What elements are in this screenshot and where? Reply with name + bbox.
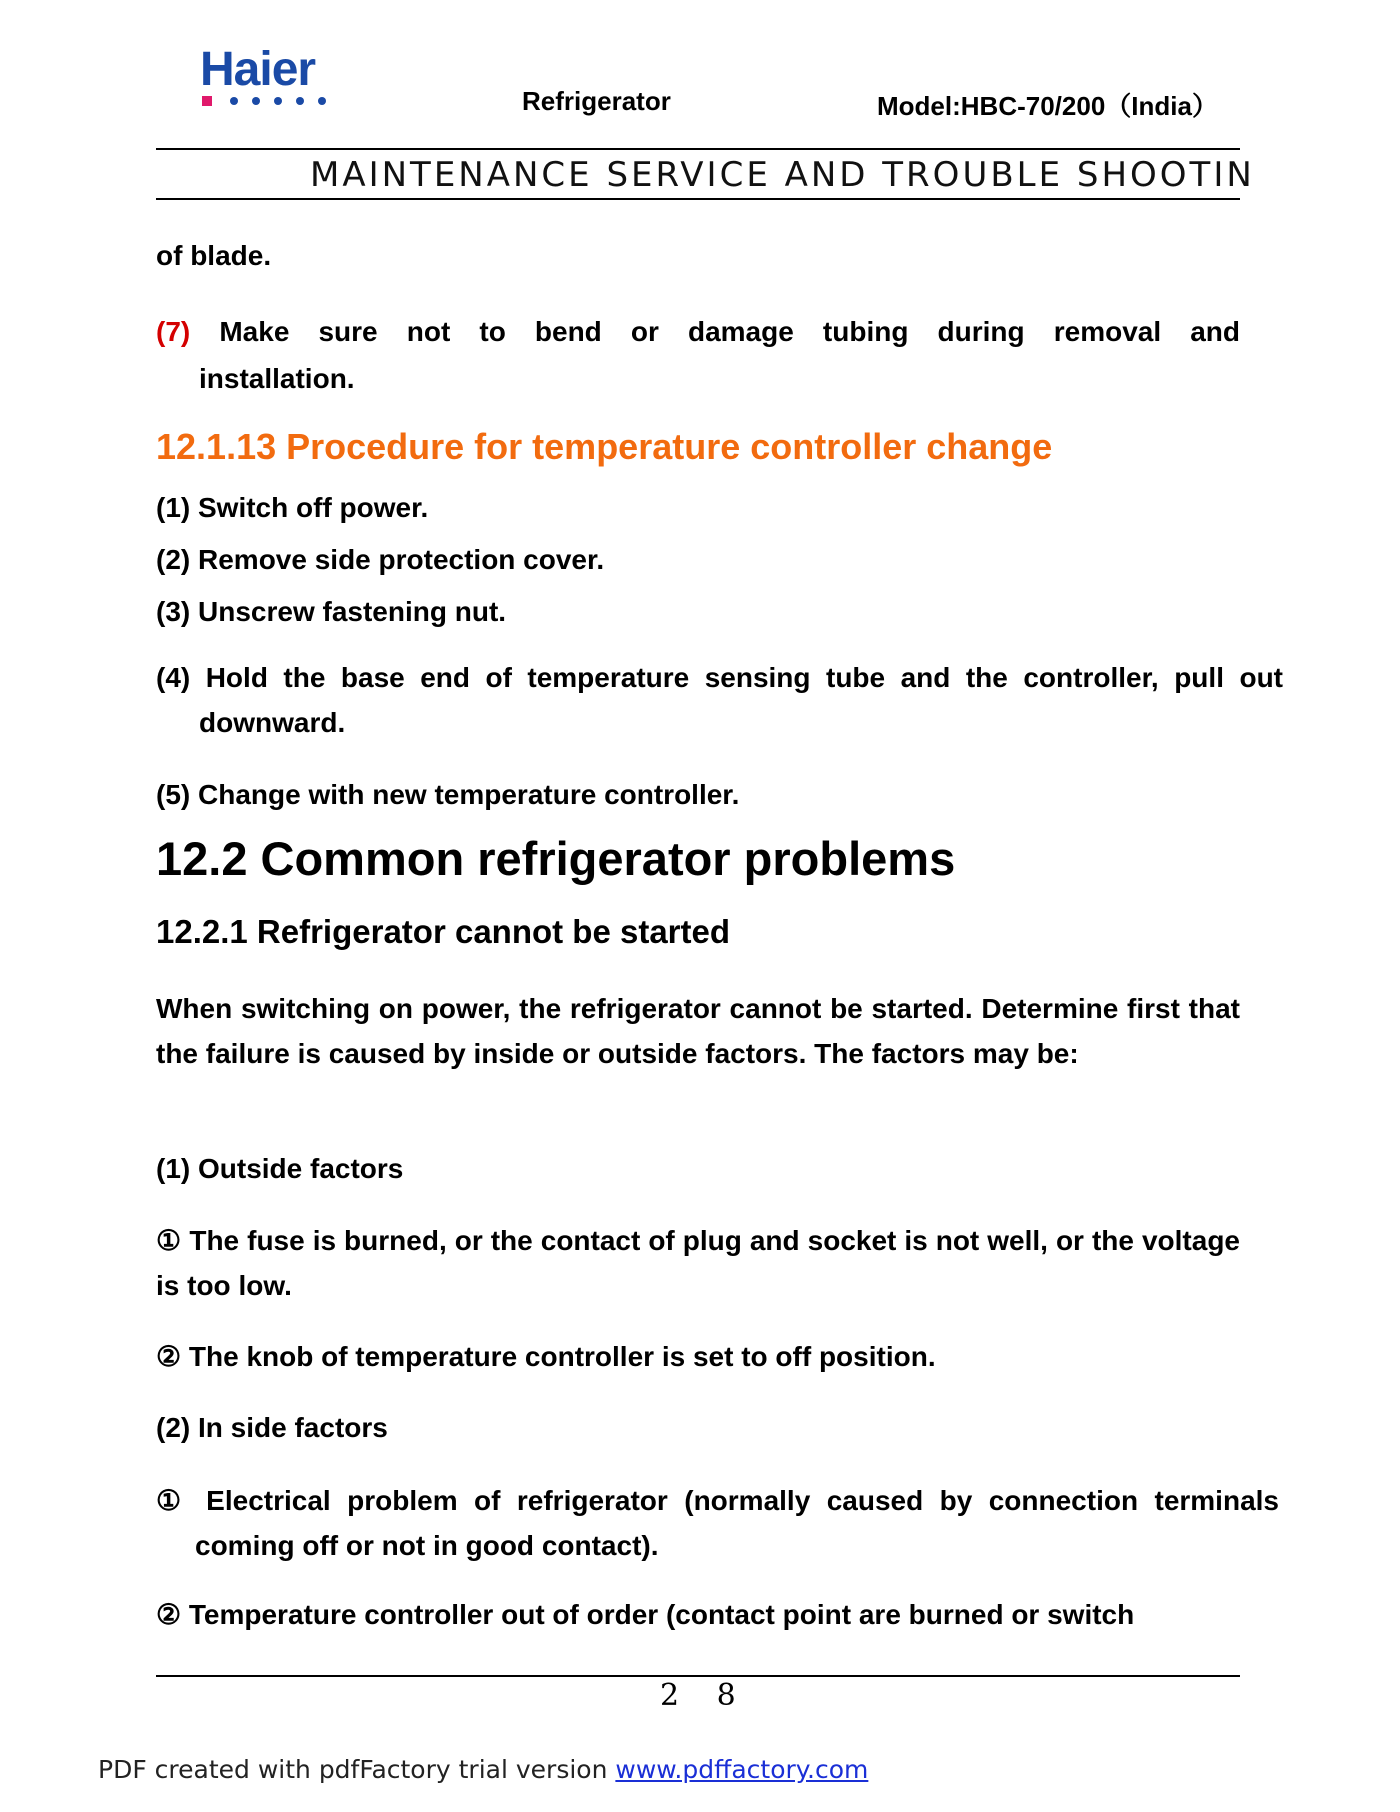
heading-12-2: 12.2 Common refrigerator problems (156, 832, 956, 885)
inside-item-2: ② Temperature controller out of order (contact point are burned or switch (156, 1599, 1135, 1630)
step-7-text-line1: Make sure not to bend or damage tubing during removal and (219, 316, 1241, 347)
outside-factors-label: (1) Outside factors (156, 1153, 404, 1184)
intro-paragraph: When switching on power, the refrigerator cannot be started. Determine first that the failure is caused by inside or outside factors. The factors may be: (156, 993, 1240, 1069)
header-model: Model:HBC-70/200（India） (877, 91, 1218, 121)
pdf-footer-text: PDF created with pdfFactory trial version (98, 1755, 616, 1784)
heading-12-1-13: 12.1.13 Procedure for temperature controller change (156, 426, 1053, 467)
continuation-text: of blade. (156, 240, 272, 271)
step-5: (5) Change with new temperature controller. (156, 779, 740, 810)
step-7-text-line2: installation. (199, 363, 355, 394)
inside-item-1: ① Electrical problem of refrigerator (normally caused by connection terminals coming off or not in good contact). (156, 1485, 1279, 1561)
header-rule-top (156, 148, 1240, 150)
section-banner: MAINTENANCE SERVICE AND TROUBLE SHOOTIN (310, 155, 1255, 195)
footer-rule (156, 1675, 1240, 1677)
heading-12-2-1: 12.2.1 Refrigerator cannot be started (156, 913, 731, 950)
header-rule-bottom (156, 198, 1240, 200)
outside-item-1: ① The fuse is burned, or the contact of plug and socket is not well, or the voltage is too low. (156, 1225, 1240, 1301)
step-2: (2) Remove side protection cover. (156, 544, 605, 575)
step-7-marker: (7) (156, 316, 191, 347)
pdf-footer (98, 1755, 868, 1784)
step-3: (3) Unscrew fastening nut. (156, 596, 507, 627)
outside-item-2: ② The knob of temperature controller is set to off position. (156, 1341, 936, 1372)
logo-dots-icon (202, 96, 342, 106)
step-7 (156, 308, 1240, 356)
pdffactory-link[interactable]: www.pdffactory.com (615, 1755, 869, 1784)
step-4: (4) Hold the base end of temperature sensing tube and the controller, pull out downward. (156, 662, 1283, 738)
step-1: (1) Switch off power. (156, 492, 429, 523)
haier-logo: Haier (200, 43, 316, 96)
inside-factors-label: (2) In side factors (156, 1412, 388, 1443)
header-product: Refrigerator (522, 86, 671, 116)
page-number: 2 8 (660, 1678, 750, 1713)
